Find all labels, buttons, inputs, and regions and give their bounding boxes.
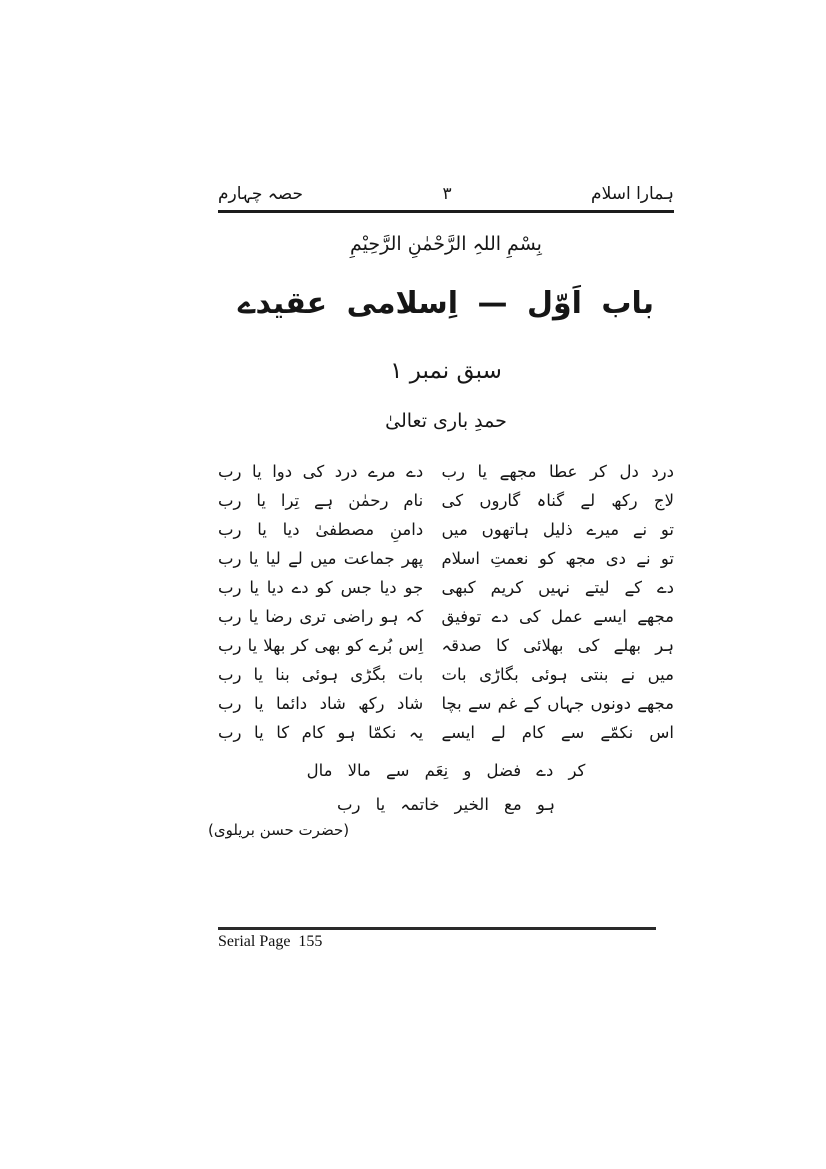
poem-couplet	[218, 718, 674, 747]
misra-first: ہر بھلے کی بھلائی کا صدقہ	[441, 636, 674, 655]
misra-second: شاد رکھ شاد دائما یا رب	[218, 694, 424, 713]
poem-title: حمدِ باری تعالیٰ	[385, 410, 507, 432]
misra-second: پھر جماعت میں لے لیا یا رب	[218, 549, 424, 568]
bismillah-text: بِسْمِ اللہِ الرَّحْمٰنِ الرَّحِیْمِ	[350, 233, 542, 255]
misra-second: یہ نکمّا ہو کام کا یا رب	[218, 723, 424, 742]
misra-first: اس نکمّے سے کام لے ایسے	[441, 723, 674, 742]
serial-page-footer: Serial Page 155	[218, 927, 656, 951]
misra-first: مجھے دونوں جہاں کے غم سے بچا	[441, 694, 674, 713]
misra-first: تو نے دی مجھ کو نعمتِ اسلام	[441, 549, 674, 568]
poem-couplet	[218, 573, 674, 602]
misra-first: دے کے لیتے نہیں کریم کبھی	[441, 578, 674, 597]
misra-first: لاج رکھ لے گناہ گاروں کی	[441, 491, 674, 510]
poet-attribution: (حضرت حسن بریلوی)	[208, 821, 350, 839]
poem-body	[218, 457, 674, 822]
poem-closing	[218, 754, 674, 822]
misra-second: جو دیا جس کو دے دیا یا رب	[218, 578, 424, 597]
misra-second: کہ ہو راضی تری رضا یا رب	[218, 607, 424, 626]
misra-first: درد دل کر عطا مجھے یا رب	[441, 462, 674, 481]
misra-second: دے مرے درد کی دوا یا رب	[218, 462, 424, 481]
poem-couplet	[218, 631, 674, 660]
misra-second: اِس بُرے کو بھی کر بھلا یا رب	[218, 636, 424, 655]
poem-couplet	[218, 602, 674, 631]
misra-second: بات بگڑی ہوئی بنا یا رب	[218, 665, 424, 684]
chapter-heading: باب اَوّل — اِسلامی عقیدے	[237, 286, 655, 321]
poem-couplet	[218, 486, 674, 515]
misra-first: میں نے بنتی ہوئی بگاڑی بات	[441, 665, 674, 684]
misra-first: تو نے میرے ذلیل ہاتھوں میں	[441, 520, 674, 539]
poem-couplet	[218, 660, 674, 689]
running-head-part-label: حصہ چہارم	[218, 184, 303, 204]
running-head-page-number: ۳	[442, 184, 452, 204]
poem-couplet	[218, 515, 674, 544]
poem-couplet	[218, 457, 674, 486]
running-head	[218, 183, 674, 213]
closing-line: ہو مع الخیر خاتمہ یا رب	[336, 795, 556, 814]
running-head-book-title: ہمارا اسلام	[591, 184, 674, 204]
poem-couplet	[218, 544, 674, 573]
misra-second: دامنِ مصطفیٰ دیا یا رب	[218, 520, 424, 539]
page-content	[208, 0, 674, 1169]
poem-couplet	[218, 689, 674, 718]
lesson-number: سبق نمبر ۱	[390, 358, 502, 384]
closing-line: کر دے فضل و نِعَم سے مالا مال	[306, 761, 586, 780]
misra-first: مجھے ایسے عمل کی دے توفیق	[441, 607, 674, 626]
misra-second: نام رحمٰن ہے تِرا یا رب	[218, 491, 424, 510]
